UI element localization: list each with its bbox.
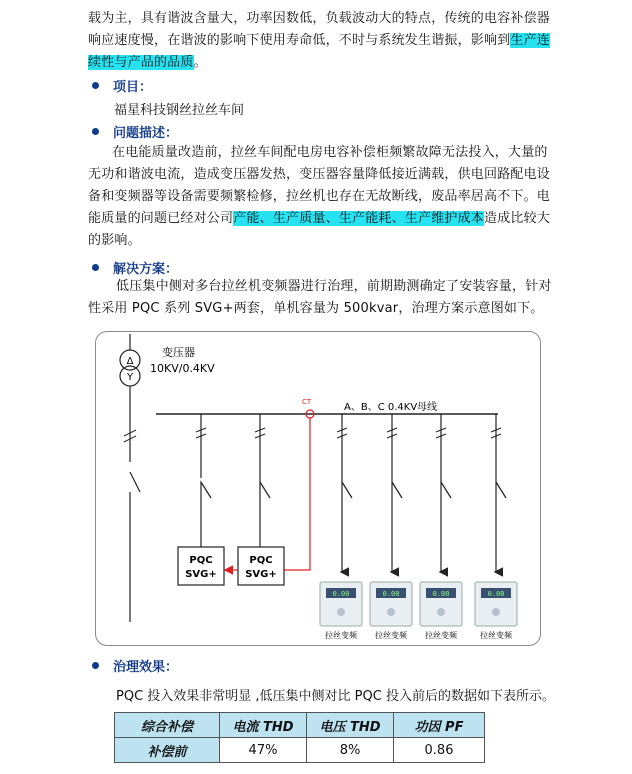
svg-text:0.00: 0.00 <box>382 590 400 598</box>
table-row <box>115 738 485 763</box>
transformer-label: 变压器 <box>162 346 195 359</box>
highlight-text: 生产连 <box>510 33 551 48</box>
table-cell: 8% <box>307 738 394 763</box>
svg-text:0.00: 0.00 <box>487 590 505 598</box>
intro-line-3: 续性与产品的品质。 <box>88 55 207 70</box>
solution-paragraph <box>88 276 554 320</box>
problem-line-2: 无功和谐波电流，造成变压器发热，变压器容量降低接近满载，供电回路配电设 <box>88 167 551 182</box>
table-header-cell: 功因 PF <box>394 713 485 738</box>
table-cell: 补偿前 <box>115 738 220 763</box>
load-branch-2 <box>387 414 402 572</box>
section-problem-heading: 问题描述： <box>92 122 178 141</box>
svg-text:拉丝变频: 拉丝变频 <box>375 631 407 640</box>
section-project-heading: 项目： <box>92 76 152 95</box>
svg-text:CT: CT <box>302 398 312 406</box>
svg-text:PQC: PQC <box>249 555 273 566</box>
table-header-cell: 电流 THD <box>220 713 307 738</box>
results-table <box>114 712 485 763</box>
svg-text:0.00: 0.00 <box>432 590 450 598</box>
svg-text:SVG+: SVG+ <box>245 569 277 580</box>
project-name: 福星科技钢丝拉丝车间 <box>114 103 245 118</box>
bullet-icon <box>92 662 99 669</box>
problem-line-5: 的影响。 <box>88 233 141 248</box>
svg-text:PQC: PQC <box>189 555 213 566</box>
table-cell: 47% <box>220 738 307 763</box>
solution-line-1: 低压集中侧对多台拉丝机变频器进行治理，前期勘测确定了安装容量，针对 <box>116 279 552 294</box>
load-branch-3 <box>436 414 451 572</box>
svg-text:SVG+: SVG+ <box>185 569 217 580</box>
svg-text:拉丝变频: 拉丝变频 <box>425 631 457 640</box>
svg-text:0.00: 0.00 <box>332 590 350 598</box>
intro-line-1: 载为主，具有谐波含量大，功率因数低，负载波动大的特点，传统的电容补偿器 <box>88 11 551 26</box>
transformer-rating: 10KV/0.4KV <box>150 362 215 375</box>
problem-paragraph <box>88 142 554 252</box>
vfd-drive-2 <box>370 582 412 640</box>
wiring-diagram-svg <box>96 332 540 645</box>
highlight-text: 续性与产品的品质 <box>88 55 194 70</box>
problem-line-1: 在电能质量改造前，拉丝车间配电房电容补偿柜频繁故障无法投入，大量的 <box>112 145 548 160</box>
load-branch-4 <box>491 414 506 572</box>
solution-line-2: 性采用 PQC 系列 SVG+两套，单机容量为 500kvar，治理方案示意图如下。 <box>88 301 544 316</box>
intro-line-2: 响应速度慢，在谐波的影响下使用寿命低，不时与系统发生谐振，影响到生产连 <box>88 33 551 48</box>
table-header-cell: 综合补偿 <box>115 713 220 738</box>
vfd-drive-4 <box>475 582 517 640</box>
pqc-svg-unit-2 <box>238 547 284 585</box>
svg-text:Y: Y <box>126 372 134 383</box>
bullet-icon <box>92 128 99 135</box>
wiring-diagram <box>95 331 541 646</box>
bullet-icon <box>92 82 99 89</box>
svg-text:Δ: Δ <box>126 356 134 367</box>
svg-text:拉丝变频: 拉丝变频 <box>480 631 512 640</box>
bus-label: A、B、C 0.4KV母线 <box>344 402 438 413</box>
highlight-text: 产能、生产质量、生产能耗、生产维护成本 <box>233 211 485 226</box>
transformer-icon <box>120 350 140 386</box>
table-header-cell: 电压 THD <box>307 713 394 738</box>
table-cell: 0.86 <box>394 738 485 763</box>
main-breaker-icon <box>124 428 140 492</box>
bullet-icon <box>92 264 99 271</box>
intro-paragraph <box>88 8 554 74</box>
svg-text:拉丝变频: 拉丝变频 <box>325 631 357 640</box>
table-header-row <box>115 713 485 738</box>
ct-icon <box>302 398 314 418</box>
section-effect-heading: 治理效果： <box>92 656 178 675</box>
effect-text: PQC 投入效果非常明显 ,低压集中侧对比 PQC 投入前后的数据如下表所示。 <box>116 689 555 704</box>
problem-line-3: 备和变频器等设备需要频繁检修，拉丝机也存在无故断线，废品率居高不下。电 <box>88 189 551 204</box>
vfd-drive-3 <box>420 582 462 640</box>
pqc-svg-unit-1 <box>178 547 224 585</box>
section-solution-heading: 解决方案： <box>92 258 178 277</box>
problem-line-4: 能质量的问题已经对公司产能、生产质量、生产能耗、生产维护成本造成比较大 <box>88 211 551 226</box>
load-branch-1 <box>337 414 352 572</box>
vfd-drive-1 <box>320 582 362 640</box>
